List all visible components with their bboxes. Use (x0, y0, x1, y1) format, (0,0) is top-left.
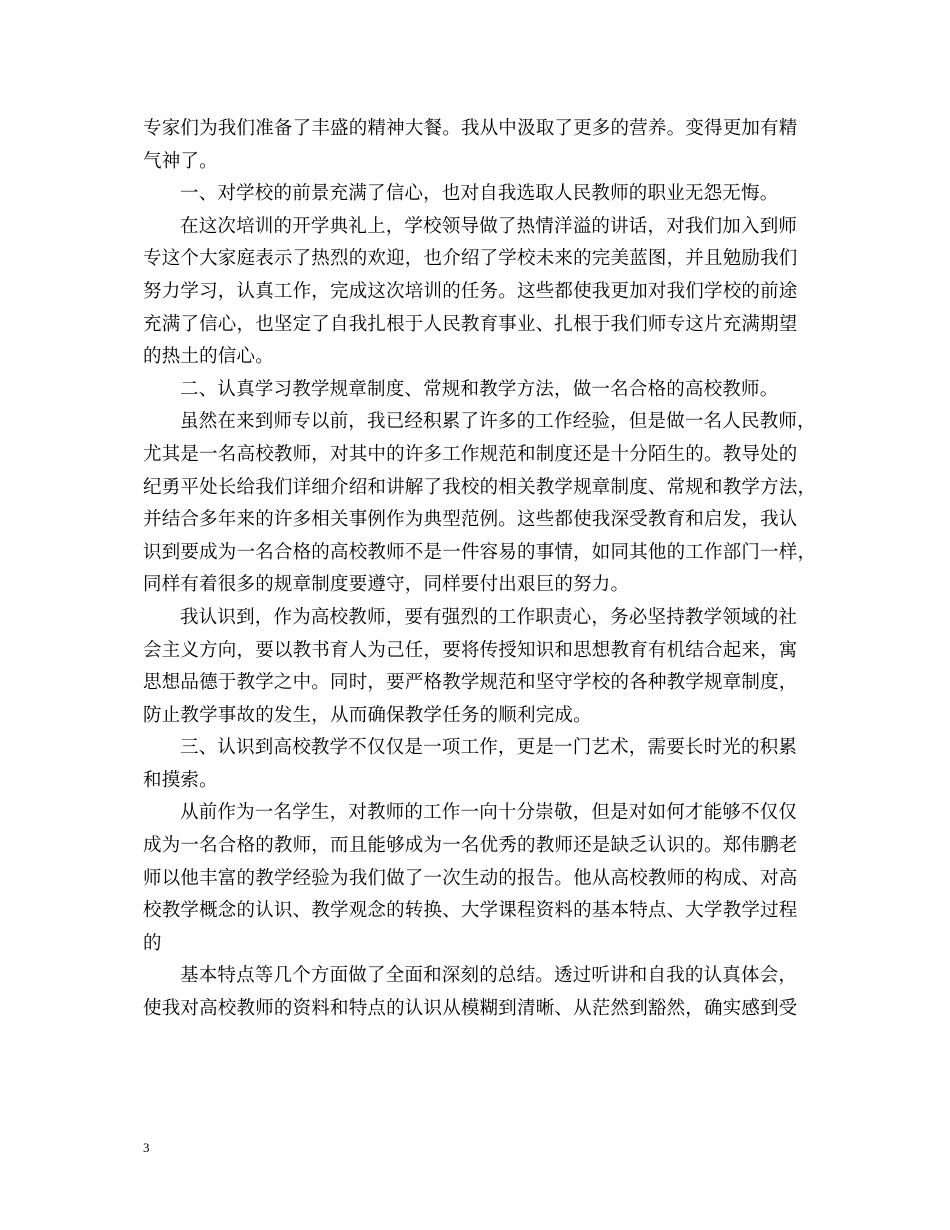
text-line: 师以他丰富的教学经验为我们做了一次生动的报告。他从高校教师的构成、对高 (143, 867, 798, 889)
text-line: 充满了信心，也坚定了自我扎根于人民教育事业、扎根于我们师专这片充满期望 (143, 313, 798, 335)
text-line: 专这个大家庭表示了热烈的欢迎，也介绍了学校未来的完美蓝图，并且勉励我们 (143, 248, 798, 270)
text-line: 三、认识到高校教学不仅仅是一项工作，更是一门艺术，需要长时光的积累 (180, 737, 798, 759)
text-line: 一、对学校的前景充满了信心，也对自我选取人民教师的职业无怨无悔。 (180, 183, 779, 205)
text-line: 校教学概念的认识、教学观念的转换、大学课程资料的基本特点、大学教学过程 (143, 900, 798, 922)
body-text (143, 113, 823, 1026)
page-number: 3 (143, 1140, 150, 1155)
text-line: 努力学习，认真工作，完成这次培训的任务。这些都使我更加对我们学校的前途 (143, 280, 798, 302)
text-line: 纪勇平处长给我们详细介绍和讲解了我校的相关教学规章制度、常规和教学方法， (143, 476, 817, 498)
text-line: 思想品德于教学之中。同时，要严格教学规范和坚守学校的各种教学规章制度， (143, 672, 798, 694)
text-line: 尤其是一名高校教师，对其中的许多工作规范和制度还是十分陌生的。教导处的 (143, 443, 798, 465)
text-line: 从前作为一名学生，对教师的工作一向十分崇敬，但是对如何才能够不仅仅 (180, 802, 798, 824)
text-line: 气神了。 (143, 150, 218, 172)
text-line: 基本特点等几个方面做了全面和深刻的总结。透过听讲和自我的认真体会， (180, 965, 798, 987)
text-line: 二、认真学习教学规章制度、常规和教学方法，做一名合格的高校教师。 (180, 378, 779, 400)
text-line: 在这次培训的开学典礼上，学校领导做了热情洋溢的讲话，对我们加入到师 (180, 215, 798, 237)
text-line: 和摸索。 (143, 769, 218, 791)
text-line: 的热土的信心。 (143, 346, 274, 368)
text-line: 防止教学事故的发生，从而确保教学任务的顺利完成。 (143, 704, 592, 726)
text-line: 识到要成为一名合格的高校教师不是一件容易的事情，如同其他的工作部门一样， (143, 541, 817, 563)
text-line: 成为一名合格的教师，而且能够成为一名优秀的教师还是缺乏认识的。郑伟鹏老 (143, 835, 798, 857)
text-line: 我认识到，作为高校教师，要有强烈的工作职责心，务必坚持教学领域的社 (180, 606, 798, 628)
text-line: 会主义方向，要以教书育人为己任，要将传授知识和思想教育有机结合起来，寓 (143, 639, 798, 661)
text-line: 使我对高校教师的资料和特点的认识从模糊到清晰、从茫然到豁然，确实感到受 (143, 998, 798, 1020)
text-line: 的 (143, 932, 162, 954)
text-line: 并结合多年来的许多相关事例作为典型范例。这些都使我深受教育和启发，我认 (143, 509, 798, 531)
text-line: 同样有着很多的规章制度要遵守，同样要付出艰巨的努力。 (143, 574, 630, 596)
text-line: 虽然在来到师专以前，我已经积累了许多的工作经验，但是做一名人民教师， (180, 411, 816, 433)
text-line: 专家们为我们准备了丰盛的精神大餐。我从中汲取了更多的营养。变得更加有精 (143, 118, 798, 139)
